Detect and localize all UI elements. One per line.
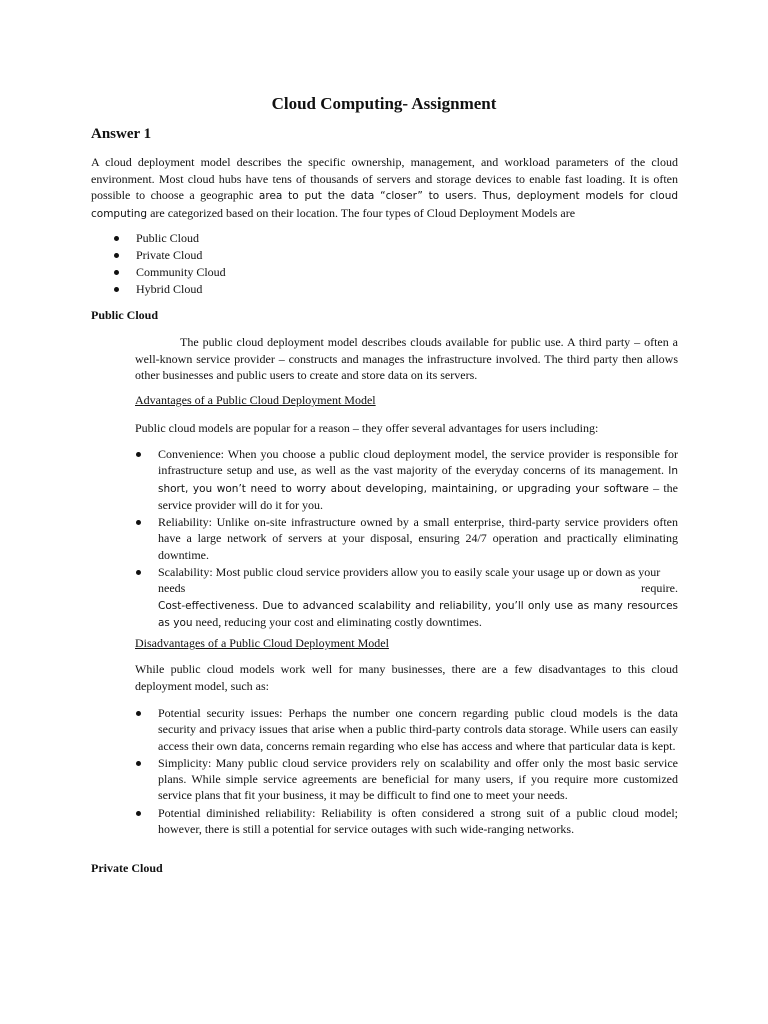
disadvantages-heading: Disadvantages of a Public Cloud Deployment Model	[135, 636, 389, 650]
public-cloud-heading: Public Cloud	[91, 308, 159, 322]
intro-paragraph	[91, 154, 678, 222]
advantages-heading: Advantages of a Public Cloud Deployment Model	[135, 393, 376, 407]
list-item: Hybrid Cloud	[112, 281, 226, 298]
bullet-icon	[114, 270, 119, 275]
list-item: Convenience: When you choose a public cloud deployment model, the service provider is responsible for infrastructure setup and use, as well as the vast majority of the everyday concerns of its management. In short, you won’t need to worry about developing, maintaining, or upgrading your software – the service provider will do it for you.	[135, 446, 678, 513]
list-item: Potential security issues: Perhaps the number one concern regarding public cloud models is the data security and privacy issues that arise when a public third-party controls data storage. While users can easily access their own data, concerns remain regarding who else has access and where that particular data is kept.	[135, 705, 678, 754]
bullet-icon	[136, 452, 141, 457]
list-item: Potential diminished reliability: Reliability is often considered a strong suit of a public cloud model; however, there is still a potential for service outages with such wide-ranging networks.	[135, 805, 678, 838]
bullet-icon	[114, 253, 119, 258]
list-item: Public Cloud	[112, 230, 226, 247]
list-item: Private Cloud	[112, 247, 226, 264]
answer-heading: Answer 1	[91, 126, 152, 142]
bullet-icon	[114, 236, 119, 241]
bullet-icon	[136, 711, 141, 716]
disadvantages-list	[135, 705, 678, 838]
deployment-models-list	[112, 230, 226, 298]
bullet-icon	[114, 287, 119, 292]
bullet-icon	[136, 761, 141, 766]
intro-text-2: area to put the data “closer” to users. Thus, deployment models for cloud computing	[91, 190, 679, 220]
list-item: Community Cloud	[112, 264, 226, 281]
bullet-icon	[136, 520, 141, 525]
private-cloud-heading: Private Cloud	[91, 861, 163, 875]
list-item: Reliability: Unlike on-site infrastructure owned by a small enterprise, third-party service providers often have a large network of servers at your disposal, ensuring 24/7 operation and practically eliminating downtime.	[135, 514, 678, 563]
bullet-icon	[136, 570, 141, 575]
scalability-line: needs require.	[158, 581, 678, 596]
intro-text-1: A cloud deployment model describes the specific ownership, management, and workload parameters of the cloud environment. Most cloud hubs have tens of thousands of servers and storage devices to enable fast loading. It is often possible to choose a geographic	[91, 155, 678, 202]
intro-text-3: are categorized based on their location. The four types of Cloud Deployment Models are	[150, 205, 576, 220]
document-title: Cloud Computing- Assignment	[271, 94, 497, 113]
bullet-icon	[136, 811, 141, 816]
advantages-list	[135, 446, 678, 632]
list-item: Simplicity: Many public cloud service providers rely on scalability and offer only the most basic service plans. While simple service agreements are beneficial for many users, if you require more customized service plans that fit your business, it may be difficult to find one to meet your needs.	[135, 755, 678, 804]
advantages-intro: Public cloud models are popular for a reason – they offer several advantages for users including:	[135, 421, 599, 435]
public-cloud-description: The public cloud deployment model describes clouds available for public use. A third party – often a well-known service provider – constructs and manages the infrastructure involved. The third party then allows other businesses and public users to create and store data on its servers.	[135, 335, 678, 382]
disadvantages-intro: While public cloud models work well for many businesses, there are a few disadvantages to this cloud deployment model, such as:	[135, 662, 678, 693]
list-item: Scalability: Most public cloud service providers allow you to easily scale your usage up or down as your needs require. Cost-effectiveness. Due to advanced scalability and reliability, you’ll only use as many resources as you need, reducing your cost and eliminating costly downtimes.	[135, 564, 678, 631]
